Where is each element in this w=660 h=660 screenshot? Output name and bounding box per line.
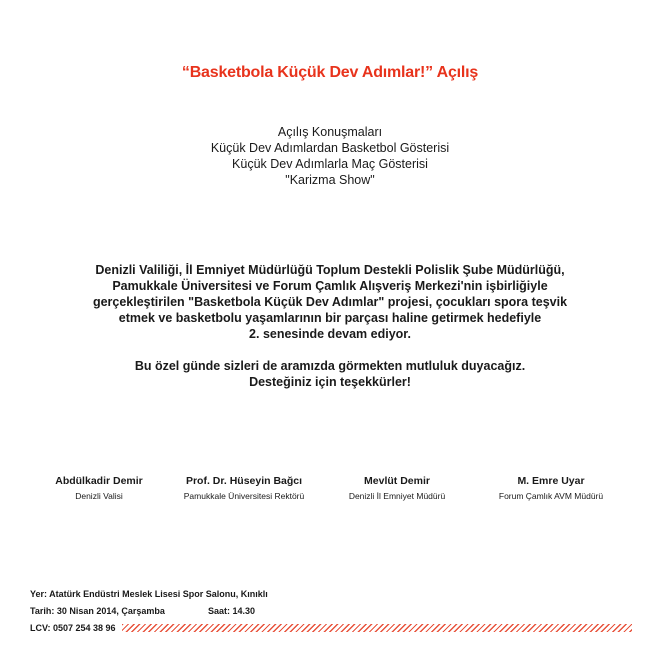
- program-item: Açılış Konuşmaları: [277, 125, 383, 139]
- signatories: [0, 475, 660, 515]
- program-item: Küçük Dev Adımlarla Maç Gösterisi: [232, 157, 428, 171]
- venue-text: Yer: Atatürk Endüstri Meslek Lisesi Spor Salonu, Kınıklı: [30, 589, 268, 599]
- time-text: Saat: 14.30: [208, 606, 256, 616]
- signatory-name: Mevlüt Demir: [364, 475, 430, 487]
- closing-line: Desteğiniz için teşekkürler!: [249, 375, 411, 389]
- signatory-title: Pamukkale Üniversitesi Rektörü: [183, 491, 305, 501]
- program-list: [0, 124, 660, 188]
- signatory-title: Denizli İl Emniyet Müdürü: [348, 491, 446, 501]
- rsvp-text: LCV: 0507 254 38 96: [30, 623, 116, 633]
- signatory-name: M. Emre Uyar: [517, 475, 585, 487]
- closing-line: Bu özel günde sizleri de aramızda görmekten mutluluk duyacağız.: [134, 359, 526, 373]
- invitation-text: [0, 262, 660, 390]
- body-line: etmek ve basketbolu yaşamlarının bir parçası haline getirmek hedefiyle: [118, 311, 542, 325]
- signatory-mall-director: [466, 475, 636, 501]
- body-line: 2. senesinde devam ediyor.: [249, 327, 411, 341]
- hatched-divider: [122, 624, 632, 632]
- signatory-name: Prof. Dr. Hüseyin Bağcı: [185, 475, 303, 487]
- body-line: Denizli Valiliği, İl Emniyet Müdürlüğü Toplum Destekli Polislik Şube Müdürlüğü,: [95, 263, 565, 277]
- date-text: Tarih: 30 Nisan 2014, Çarşamba: [30, 606, 165, 616]
- signatory-rector: [159, 475, 329, 501]
- body-line: gerçekleştirilen "Basketbola Küçük Dev Adımlar" projesi, çocukları spora teşvik: [92, 295, 568, 309]
- signatory-title: Denizli Valisi: [75, 491, 123, 501]
- signatory-name: Abdülkadir Demir: [55, 475, 143, 487]
- signatory-title: Forum Çamlık AVM Müdürü: [498, 491, 604, 501]
- program-item: Küçük Dev Adımlardan Basketbol Gösterisi: [210, 141, 450, 155]
- body-line: Pamukkale Üniversitesi ve Forum Çamlık Alışveriş Merkezi'nin işbirliğiyle: [112, 279, 548, 293]
- program-item: "Karizma Show": [285, 173, 375, 187]
- event-title: “Basketbola Küçük Dev Adımlar!” Açılış: [181, 64, 479, 81]
- signatory-police-director: [312, 475, 482, 501]
